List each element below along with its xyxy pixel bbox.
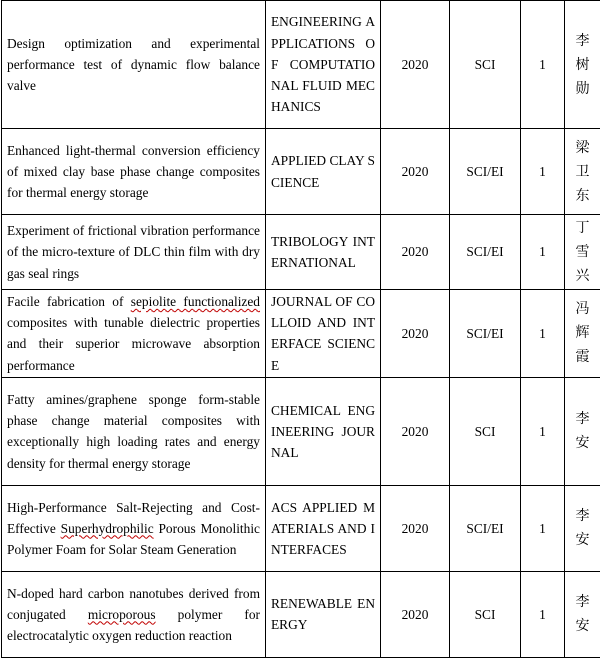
publication-year: 2020 [381, 129, 450, 215]
table-row [2, 215, 600, 290]
table-row [2, 129, 600, 215]
index-type: SCI/EI [450, 290, 521, 378]
author-name: 梁卫东 [575, 136, 591, 208]
author-name: 李安 [575, 407, 591, 455]
author-cell [565, 1, 600, 129]
publication-year: 2020 [381, 571, 450, 657]
author-rank: 1 [521, 485, 565, 571]
spellcheck-underlined-text: microporous [88, 607, 156, 622]
paper-title [2, 571, 266, 657]
journal-name: ACS APPLIED MATERIALS AND INTERFACES [266, 485, 381, 571]
journal-name: JOURNAL OF COLLOID AND INTERFACE SCIENCE [266, 290, 381, 378]
paper-title [2, 485, 266, 571]
author-cell [565, 290, 600, 378]
spellcheck-underlined-text: Superhydrophilic [61, 521, 154, 536]
author-name: 冯辉霞 [575, 297, 591, 369]
table-row [2, 290, 600, 378]
title-text: Porous Monolithic Polymer Foam for Solar Steam Generation [7, 521, 260, 557]
title-text: composites with tunable dielectric properties and their superior microwave absorption performance [7, 315, 260, 372]
paper-title [2, 290, 266, 378]
paper-title: Design optimization and experimental performance test of dynamic flow balance valve [2, 1, 266, 129]
publication-year: 2020 [381, 377, 450, 485]
title-text: High-Performance Salt-Rejecting and Cost-Effective [7, 500, 260, 536]
table-row [2, 1, 600, 129]
author-name: 李安 [575, 590, 591, 638]
index-type: SCI/EI [450, 485, 521, 571]
publication-year: 2020 [381, 485, 450, 571]
table-row [2, 377, 600, 485]
publication-year: 2020 [381, 1, 450, 129]
publication-year: 2020 [381, 290, 450, 378]
title-text: N-doped hard carbon nanotubes derived from conjugated [7, 586, 260, 622]
index-type: SCI/EI [450, 215, 521, 290]
author-rank: 1 [521, 290, 565, 378]
journal-name: APPLIED CLAY SCIENCE [266, 129, 381, 215]
author-rank: 1 [521, 1, 565, 129]
table-row [2, 485, 600, 571]
author-cell [565, 571, 600, 657]
index-type: SCI [450, 377, 521, 485]
author-rank: 1 [521, 571, 565, 657]
author-rank: 1 [521, 215, 565, 290]
index-type: SCI [450, 1, 521, 129]
author-rank: 1 [521, 129, 565, 215]
table-row [2, 571, 600, 657]
index-type: SCI [450, 571, 521, 657]
author-cell [565, 377, 600, 485]
author-cell [565, 485, 600, 571]
author-name: 丁雪兴 [575, 216, 591, 288]
author-cell [565, 129, 600, 215]
publications-table [1, 0, 600, 658]
paper-title: Fatty amines/graphene sponge form-stable phase change material composites with exceptionally high loading rates and energy density for thermal energy storage [2, 377, 266, 485]
author-name: 李安 [575, 504, 591, 552]
author-cell [565, 215, 600, 290]
spellcheck-underlined-text: sepiolite functionalized [131, 294, 260, 309]
journal-name: ENGINEERING APPLICATIONS OF COMPUTATIONAL FLUID MECHANICS [266, 1, 381, 129]
author-rank: 1 [521, 377, 565, 485]
title-text: polymer for electrocatalytic oxygen reduction reaction [7, 607, 260, 643]
paper-title: Enhanced light-thermal conversion efficiency of mixed clay base phase change composites for thermal energy storage [2, 129, 266, 215]
journal-name: TRIBOLOGY INTERNATIONAL [266, 215, 381, 290]
journal-name: RENEWABLE ENERGY [266, 571, 381, 657]
author-name: 李树勋 [575, 29, 591, 101]
publication-year: 2020 [381, 215, 450, 290]
paper-title: Experiment of frictional vibration performance of the micro-texture of DLC thin film with dry gas seal rings [2, 215, 266, 290]
index-type: SCI/EI [450, 129, 521, 215]
title-text: Facile fabrication of [7, 294, 131, 309]
journal-name: CHEMICAL ENGINEERING JOURNAL [266, 377, 381, 485]
